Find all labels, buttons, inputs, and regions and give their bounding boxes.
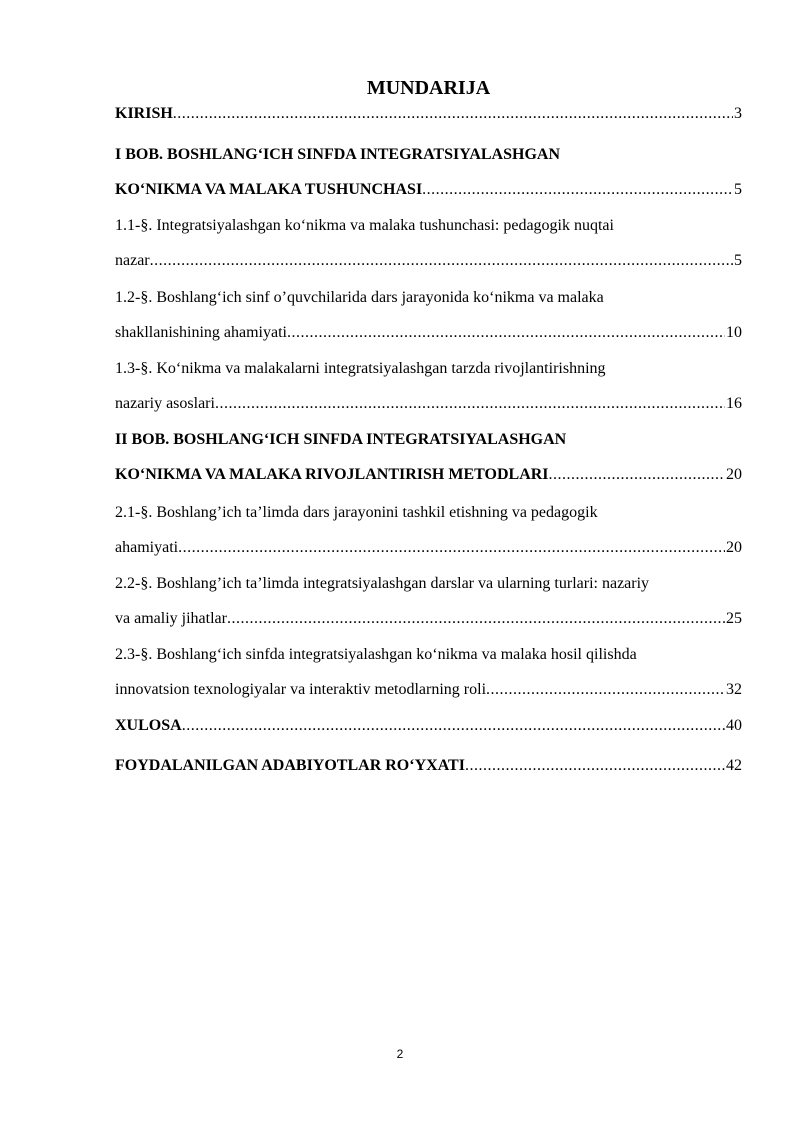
toc-entry-last-line	[115, 178, 742, 201]
dot-leader	[182, 714, 725, 737]
toc-entry-title: innovatsion texnologiyalar va interaktiv metodlarning roli	[115, 681, 487, 698]
toc-entry-page-number: 3	[734, 105, 742, 122]
toc-entry-first-line: 2.3-§. Boshlang‘ich sinfda integratsiyalashgan ko‘nikma va malaka hosil qilishda	[115, 646, 637, 663]
toc-entry-page-number: 20	[726, 466, 742, 483]
toc-entry[interactable]	[115, 428, 742, 486]
toc-entry-title: KIRISH	[115, 105, 173, 122]
toc-entry-page-number: 20	[726, 539, 742, 556]
toc-entry-last-line	[115, 714, 742, 737]
toc-entry[interactable]	[115, 501, 742, 559]
toc-entry[interactable]	[115, 714, 742, 737]
toc-entry-page-number: 40	[726, 717, 742, 734]
toc-entry-last-line	[115, 463, 742, 486]
dot-leader	[465, 754, 725, 777]
toc-entry-first-line: 1.1-§. Integratsiyalashgan ko‘nikma va malaka tushunchasi: pedagogik nuqtai	[115, 217, 614, 234]
toc-entry-first-line: 1.3-§. Ko‘nikma va malakalarni integratsiyalashgan tarzda rivojlantirishning	[115, 360, 606, 377]
toc-entry[interactable]	[115, 643, 742, 701]
toc-entry[interactable]	[115, 754, 742, 777]
dot-leader	[549, 463, 725, 486]
toc-entry-page-number: 16	[726, 395, 742, 412]
toc-entry[interactable]	[115, 102, 742, 125]
toc-entry[interactable]	[115, 572, 742, 630]
toc-entry-page-number: 42	[726, 757, 742, 774]
toc-entry-last-line	[115, 678, 742, 701]
toc-entry-page-number: 25	[726, 610, 742, 627]
toc-entry-page-number: 10	[726, 324, 742, 341]
page-number: 2	[396, 1047, 404, 1061]
dot-leader	[422, 178, 733, 201]
toc-entry[interactable]	[115, 286, 742, 344]
toc-entry-first-line: II BOB. BOSHLANG‘ICH SINFDA INTEGRATSIYALASHGAN	[115, 431, 567, 448]
toc-entry-title: ahamiyati	[115, 539, 179, 556]
toc-entry-first-line: 2.2-§. Boshlang’ich ta’limda integratsiyalashgan darslar va ularning turlari: nazariy	[115, 575, 650, 592]
toc-entry-title: nazariy asoslari	[115, 395, 215, 412]
toc-entry-page-number: 5	[734, 252, 742, 269]
dot-leader	[227, 607, 725, 630]
toc-entry-last-line	[115, 754, 742, 777]
toc-entry-title: XULOSA	[115, 717, 182, 734]
dot-leader	[287, 321, 725, 344]
toc-entry-first-line: 2.1-§. Boshlang’ich ta’limda dars jarayonini tashkil etishning va pedagogik	[115, 504, 598, 521]
toc-entry-title: va amaliy jihatlar	[115, 610, 227, 627]
toc-entry-last-line	[115, 102, 742, 125]
toc-entry-page-number: 32	[726, 681, 742, 698]
toc-entry-title: KO‘NIKMA VA MALAKA TUSHUNCHASI	[115, 181, 423, 198]
toc-entry-title: shakllanishining ahamiyati	[115, 324, 287, 341]
toc-entry-page-number: 5	[734, 181, 742, 198]
toc-entry-last-line	[115, 321, 742, 344]
toc-entry-last-line	[115, 536, 742, 559]
toc-entry-last-line	[115, 249, 742, 272]
toc-entry-first-line: I BOB. BOSHLANG‘ICH SINFDA INTEGRATSIYALASHGAN	[115, 146, 560, 163]
toc-entry-last-line	[115, 392, 742, 415]
dot-leader	[150, 249, 733, 272]
toc-entry-first-line: 1.2-§. Boshlang‘ich sinf o’quvchilarida dars jarayonida ko‘nikma va malaka	[115, 289, 604, 306]
dot-leader	[215, 392, 725, 415]
toc-entry[interactable]	[115, 143, 742, 201]
toc-entry-title: FOYDALANILGAN ADABIYOTLAR RO‘YXATI	[115, 757, 465, 774]
toc-entry[interactable]	[115, 214, 742, 272]
toc-entry-title: nazar	[115, 252, 150, 269]
dot-leader	[173, 102, 733, 125]
toc-entry-title: KO‘NIKMA VA MALAKA RIVOJLANTIRISH METODLARI	[115, 466, 549, 483]
toc-title: MUNDARIJA	[366, 77, 491, 99]
toc-entry[interactable]	[115, 357, 742, 415]
dot-leader	[178, 536, 725, 559]
toc-entry-last-line	[115, 607, 742, 630]
dot-leader	[486, 678, 725, 701]
